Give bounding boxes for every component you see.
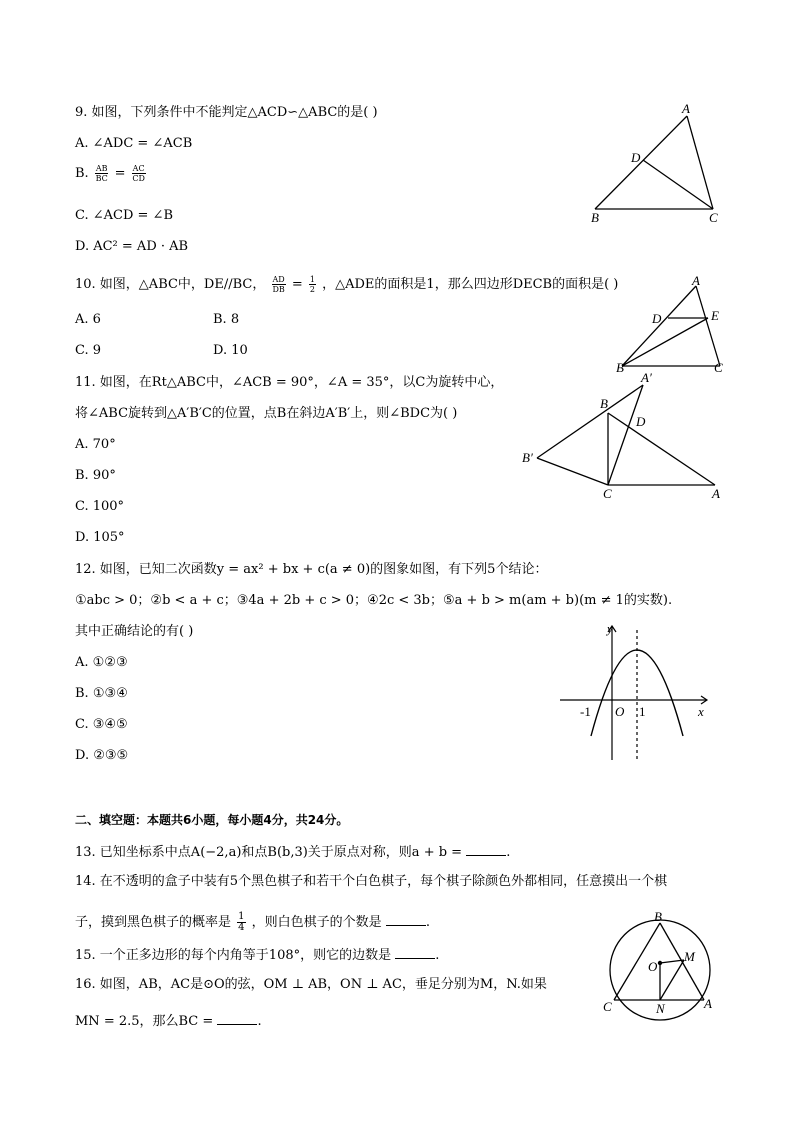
q9-stem: 9. 如图，下列条件中不能判定△ACD∽△ABC的是( ) [75, 105, 378, 120]
fraction-denominator: 2 [309, 285, 315, 294]
q10-option-b: B. 8 [213, 312, 240, 327]
label-n: N [656, 1001, 665, 1016]
q11-option-d: D. 105° [75, 530, 125, 545]
q13-stem [75, 843, 510, 861]
q12-option-b: B. ①③④ [75, 686, 128, 701]
equals-sign: = [114, 166, 126, 181]
label-neg-1: -1 [580, 704, 591, 719]
q14-probability-fraction [237, 912, 245, 933]
q11-option-c: C. 100° [75, 499, 125, 514]
fraction-numerator: 1 [238, 911, 245, 922]
q15-stem-text: 15. 一个正多边形的每个内角等于108°，则它的边数是 [75, 948, 392, 963]
label-c: C [714, 360, 723, 372]
q14-stem-pre: 子，摸到黑色棋子的概率是 [75, 915, 232, 930]
q11-option-a: A. 70° [75, 437, 116, 452]
label-d: D [636, 414, 646, 429]
q10-stem [75, 275, 618, 294]
section-2-title: 二、填空题：本题共6小题，每小题4分，共24分。 [75, 813, 349, 827]
q13-stem-text: 13. 已知坐标系中点A(−2,a)和点B(b,3)关于原点对称，则a + b = [75, 845, 463, 860]
q10-triangle-figure [610, 272, 730, 372]
label-a-prime: A′ [641, 370, 652, 385]
q10-option-a: A. 6 [75, 312, 101, 327]
side-cb-prime [537, 458, 608, 485]
q12-stem-line-2: ①abc > 0；②b < a + c；③4a + 2b + c > 0；④2c < 3b；⑤a + b > m(am + b)(m ≠ 1的实数). [75, 593, 673, 608]
q10-option-c: C. 9 [75, 343, 102, 358]
q12-stem-line-1: 12. 如图，已知二次函数y = ax² + bx + c(a ≠ 0)的图象如图，有下列5个结论： [75, 562, 548, 577]
period: . [257, 1014, 262, 1029]
q11-stem-line-2: 将∠ABC旋转到△A′B′C的位置，点B在斜边A′B′上，则∠BDC为( ) [75, 406, 458, 421]
q14-stem-line-1: 14. 在不透明的盒子中装有5个黑色棋子和若干个白色棋子，每个棋子除颜色外都相同，任意摸出一个棋 [75, 874, 668, 889]
label-a: A [682, 101, 690, 116]
side-ac [687, 116, 713, 209]
label-o: O [648, 959, 658, 974]
label-c: C [603, 999, 612, 1014]
fraction-numerator: 1 [309, 275, 315, 284]
q10-option-d: D. 10 [213, 343, 248, 358]
period: . [435, 948, 440, 963]
label-d: D [652, 311, 662, 326]
label-m: M [684, 949, 695, 964]
segment-om [660, 960, 684, 963]
fraction-numerator: AB [95, 164, 108, 173]
label-origin: O [615, 704, 625, 719]
label-b: B [616, 360, 624, 372]
label-e: E [711, 308, 719, 323]
q16-circle-figure [598, 908, 723, 1028]
q9-option-d: D. AC² = AD · AB [75, 239, 189, 254]
q12-option-d: D. ②③⑤ [75, 748, 129, 763]
q14-answer-blank[interactable] [386, 913, 426, 926]
segment-mn [660, 960, 684, 1000]
center-point-o [658, 961, 662, 965]
label-y: y [607, 621, 613, 636]
side-b-prime-a-prime [537, 385, 643, 458]
q12-option-a: A. ①②③ [75, 655, 128, 670]
fraction-numerator: AD [272, 275, 285, 284]
q9-option-a: A. ∠ADC = ∠ACB [75, 136, 193, 151]
label-c: C [603, 486, 612, 501]
q10-fraction-value [309, 275, 316, 294]
segment-dc [643, 160, 713, 209]
fraction-denominator: 4 [238, 922, 245, 933]
q9-option-b-fraction-2 [132, 164, 146, 183]
fraction-denominator: CD [132, 174, 145, 183]
side-ac [696, 286, 720, 366]
segment-be [622, 318, 708, 366]
side-ab [622, 286, 696, 366]
label-a: A [692, 273, 700, 288]
period: . [425, 915, 430, 930]
q14-stem-post: ，则白色棋子的个数是 [251, 915, 382, 930]
label-b-prime: B′ [522, 450, 533, 465]
q16-stem-line-2 [75, 1012, 262, 1030]
q16-answer-blank[interactable] [217, 1012, 257, 1025]
q10-stem-pre: 10. 如图，△ABC中，DE//BC， [75, 277, 266, 292]
fraction-numerator: AC [132, 164, 145, 173]
q9-option-b-fraction-1 [95, 164, 109, 183]
label-b: B [591, 210, 599, 225]
q11-rotation-figure [515, 368, 730, 503]
label-a: A [704, 996, 712, 1011]
fraction-denominator: BC [95, 174, 108, 183]
label-a: A [712, 486, 720, 501]
q12-parabola-figure [555, 618, 715, 763]
q13-answer-blank[interactable] [466, 843, 506, 856]
q15-stem [75, 946, 439, 964]
q10-stem-post: ，△ADE的面积是1，那么四边形DECB的面积是( ) [322, 277, 619, 292]
q16-stem-text: MN = 2.5，那么BC = [75, 1014, 214, 1029]
q11-option-b: B. 90° [75, 468, 116, 483]
label-c: C [709, 210, 718, 225]
side-ca-prime [608, 385, 643, 485]
equals-sign: = [291, 277, 303, 292]
q16-stem-line-1: 16. 如图，AB，AC是⊙O的弦，OM ⊥ AB，ON ⊥ AC，垂足分别为M，N.如果 [75, 977, 547, 992]
q11-stem-line-1: 11. 如图，在Rt△ABC中，∠ACB = 90°，∠A = 35°，以C为旋转中心， [75, 375, 504, 390]
label-b: B [654, 909, 662, 924]
q9-option-b-prefix: B. [75, 166, 89, 181]
label-x: x [698, 704, 704, 719]
q9-triangle-figure [585, 100, 725, 228]
q10-fraction-ad-db [272, 275, 286, 294]
q15-answer-blank[interactable] [395, 946, 435, 959]
label-b: B [600, 396, 608, 411]
q12-option-c: C. ③④⑤ [75, 717, 128, 732]
q14-stem-line-2 [75, 912, 430, 933]
label-pos-1: 1 [639, 704, 646, 719]
q9-option-b [75, 164, 148, 183]
label-d: D [631, 150, 641, 165]
q9-option-c: C. ∠ACD = ∠B [75, 208, 174, 223]
side-ab [595, 116, 687, 209]
period: . [506, 845, 511, 860]
side-ba [608, 413, 715, 485]
fraction-denominator: DB [272, 285, 285, 294]
q12-stem-line-3: 其中正确结论的有( ) [75, 624, 194, 639]
